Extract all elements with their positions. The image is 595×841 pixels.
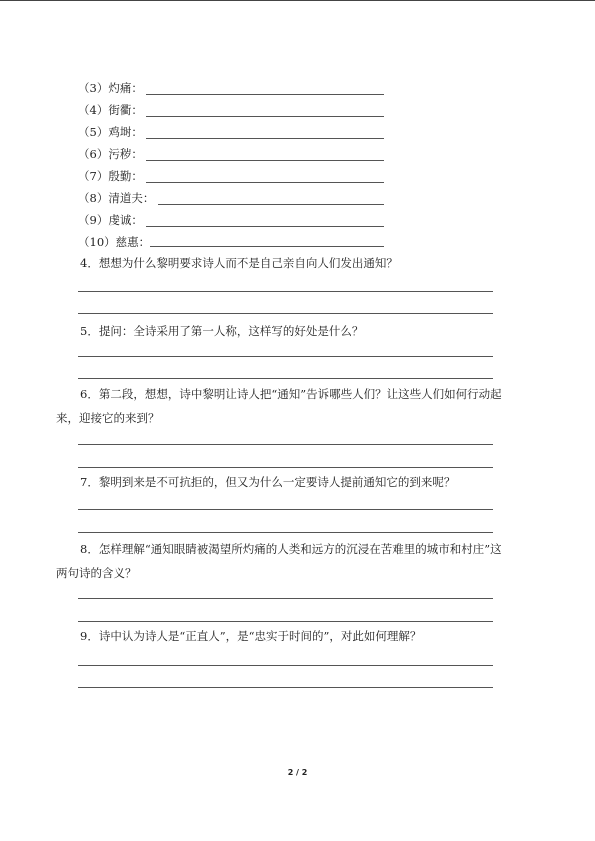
vocab-answer-line[interactable] <box>146 138 384 139</box>
page-number: 2 / 2 <box>287 768 308 777</box>
answer-line[interactable] <box>78 509 493 510</box>
question-7: 7．黎明到来是不可抗拒的，但又为什么一定要诗人提前通知它的到来呢？ <box>80 475 456 489</box>
vocab-label: （4）街衢： <box>78 103 143 117</box>
answer-line[interactable] <box>78 291 493 292</box>
top-border <box>0 0 595 1</box>
vocab-item-10 <box>78 234 150 250</box>
question-6: 6．第二段，想想，诗中黎明让诗人把“通知”告诉哪些人们？让这些人们如何行动起来，迎接它的来到？ <box>56 387 502 425</box>
vocab-answer-line[interactable] <box>146 116 384 117</box>
vocab-answer-line[interactable] <box>146 160 384 161</box>
vocab-item-5 <box>78 124 143 140</box>
answer-line[interactable] <box>78 621 493 622</box>
vocab-answer-line[interactable] <box>158 204 384 205</box>
answer-line[interactable] <box>78 665 493 666</box>
vocab-item-9 <box>78 212 143 228</box>
answer-line[interactable] <box>78 532 493 533</box>
vocab-answer-line[interactable] <box>146 182 384 183</box>
vocab-label: （9）虔诚： <box>78 213 143 227</box>
vocab-item-4 <box>78 102 143 118</box>
vocab-answer-line[interactable] <box>150 246 384 247</box>
vocab-label: （5）鸡埘： <box>78 125 143 139</box>
vocab-answer-line[interactable] <box>146 226 384 227</box>
vocab-item-7 <box>78 168 143 184</box>
answer-line[interactable] <box>78 687 493 688</box>
question-4: 4．想想为什么黎明要求诗人而不是自己亲自向人们发出通知？ <box>80 256 398 270</box>
vocab-answer-line[interactable] <box>146 94 384 95</box>
vocab-label: （6）污秽： <box>78 147 143 161</box>
answer-line[interactable] <box>78 444 493 445</box>
answer-line[interactable] <box>78 598 493 599</box>
vocab-item-6 <box>78 146 143 162</box>
vocab-item-8 <box>78 190 154 206</box>
answer-line[interactable] <box>78 313 493 314</box>
question-8: 8．怎样理解“通知眼睛被渴望所灼痛的人类和远方的沉浸在苦难里的城市和村庄”这两句诗的含义？ <box>56 542 502 580</box>
answer-line[interactable] <box>78 467 493 468</box>
answer-line[interactable] <box>78 356 493 357</box>
vocab-label: （3）灼痛： <box>78 81 143 95</box>
answer-line[interactable] <box>78 378 493 379</box>
vocab-item-3 <box>78 80 143 96</box>
vocab-label: （10）慈惠： <box>78 235 151 249</box>
question-5: 5．提问：全诗采用了第一人称，这样写的好处是什么？ <box>80 324 364 338</box>
question-9: 9．诗中认为诗人是“正直人”，是“忠实于时间的”，对此如何理解？ <box>80 629 422 643</box>
vocab-label: （7）殷勤： <box>78 169 143 183</box>
vocab-label: （8）清道夫： <box>78 191 155 205</box>
